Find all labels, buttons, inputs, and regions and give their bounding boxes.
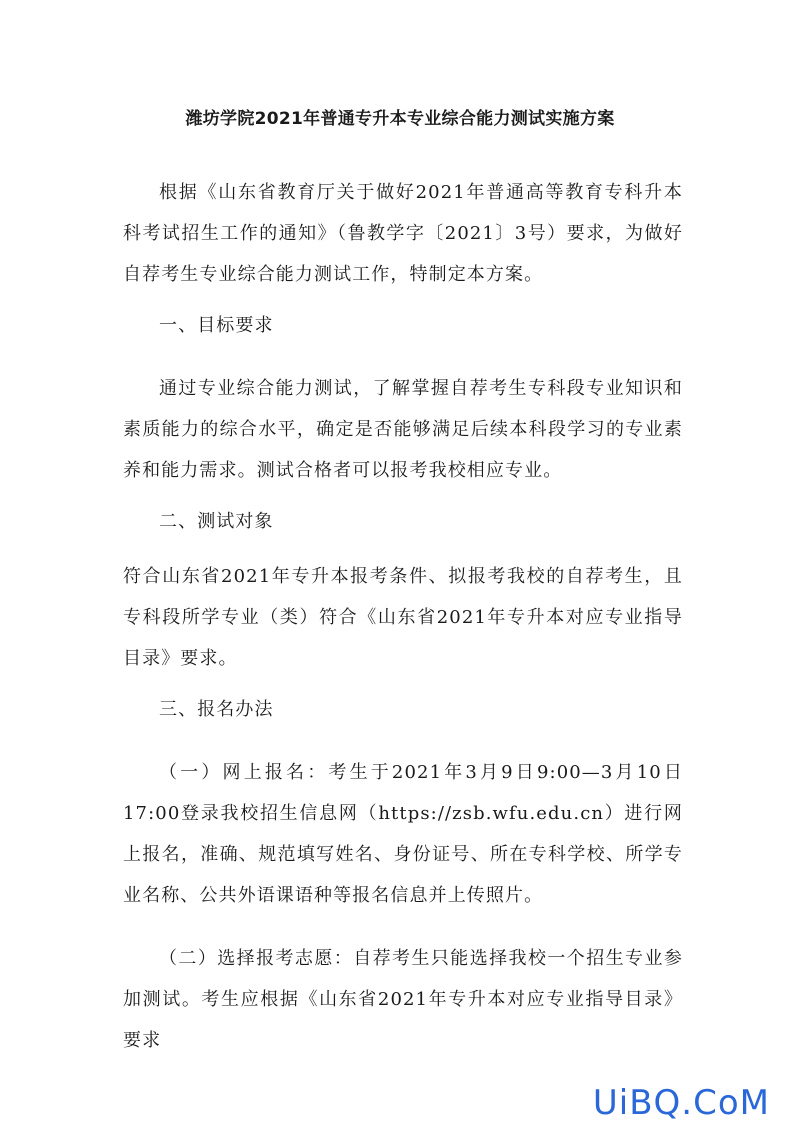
choose-major-paragraph: （二）选择报考志愿：自荐考生只能选择我校一个招生专业参加测试。考生应根据《山东省2021年专升本对应专业指导目录》要求 [123,948,683,1051]
section-heading-registration: 三、报名办法 [159,699,274,720]
intro-paragraph: 根据《山东省教育厅关于做好2021年普通高等教育专科升本科考试招生工作的通知》（鲁教学字〔2021〕3号）要求，为做好自荐考生专业综合能力测试工作，特制定本方案。 [123,182,683,285]
targets-paragraph: 符合山东省2021年专升本报考条件、拟报考我校的自荐考生，且专科段所学专业（类）符合《山东省2021年专升本对应专业指导目录》要求。 [123,566,683,669]
section-heading-targets: 二、测试对象 [159,511,274,532]
section-heading-goals: 一、目标要求 [159,315,274,336]
online-registration-paragraph: （一）网上报名：考生于2021年3月9日9:00—3月10日17:00登录我校招生信息网（https://zsb.wfu.edu.cn）进行网上报名，准确、规范填写姓名、身份证号、所在专科学校、所学专业名称、公共外语课语种等报名信息并上传照片。 [123,762,683,906]
watermark-logo: UiBQ.CoM [592,1083,770,1123]
document-body [123,172,683,1061]
document-title: 潍坊学院2021年普通专升本专业综合能力测试实施方案 [185,109,615,129]
goals-paragraph: 通过专业综合能力测试，了解掌握自荐考生专科段专业知识和素质能力的综合水平，确定是否能够满足后续本科段学习的专业素养和能力需求。测试合格者可以报考我校相应专业。 [123,378,683,481]
